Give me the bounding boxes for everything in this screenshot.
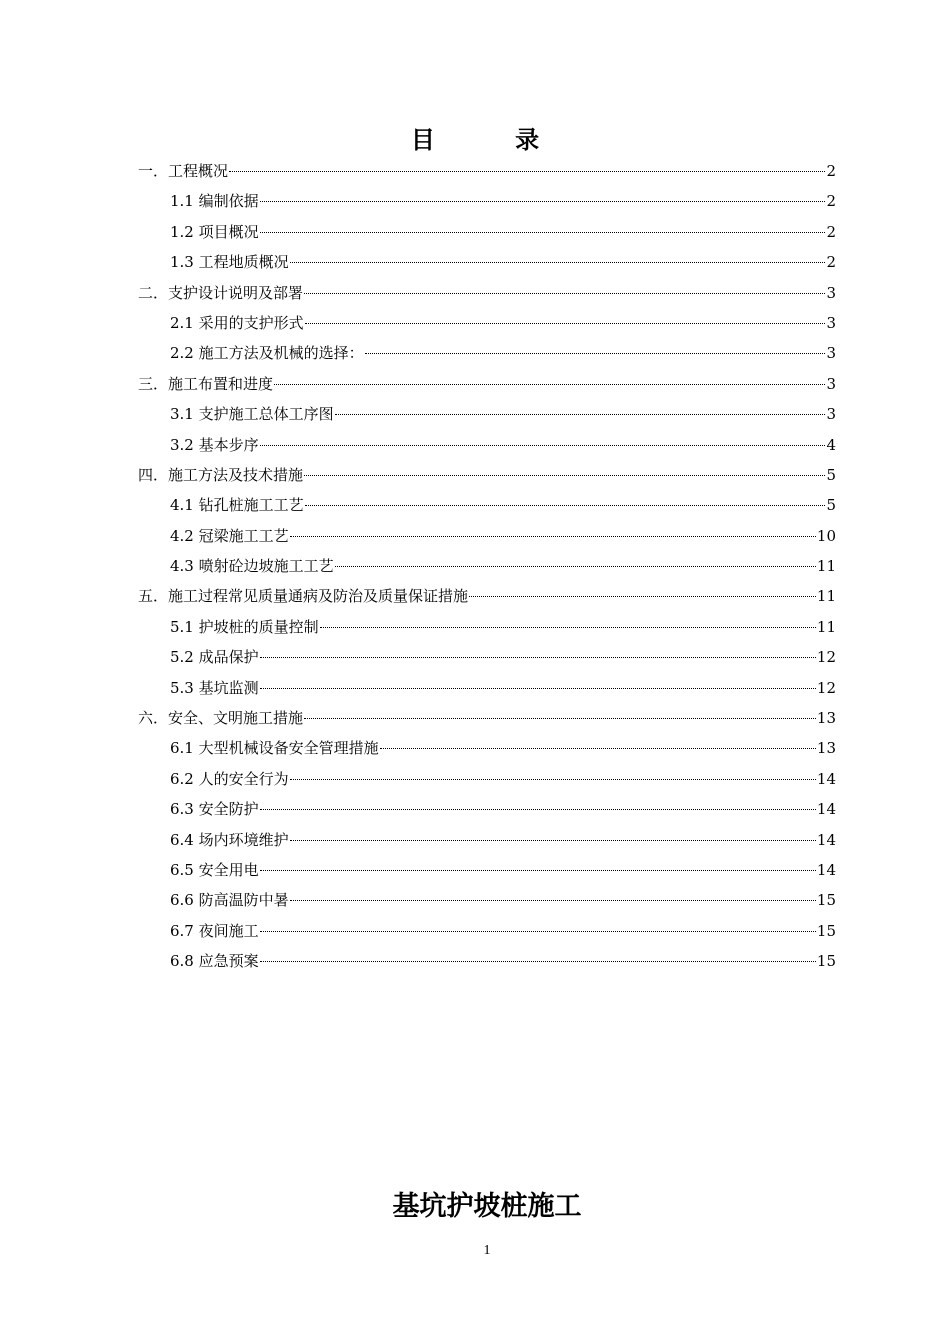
toc-entry[interactable] [138,369,836,399]
toc-entry-label: 6.5 安全用电 [170,860,259,879]
toc-entry-label: 6.1 大型机械设备安全管理措施 [170,739,379,758]
toc-entry-page: 2 [826,192,836,211]
toc-entry-page: 3 [826,374,836,393]
toc-dot-leader [229,171,825,172]
toc-entry-page: 13 [816,709,836,728]
toc-dot-leader [380,748,816,749]
document-heading: 基坑护坡桩施工 [392,1191,582,1222]
toc-dot-leader [304,475,825,476]
toc-entry[interactable] [138,551,836,581]
toc-entry[interactable] [138,521,836,551]
toc-entry-label: 3.2 基本步序 [170,435,259,454]
toc-entry-label: 6.3 安全防护 [170,800,259,819]
toc-entry-page: 15 [816,921,836,940]
toc-entry[interactable] [138,156,836,186]
toc-dot-leader [290,262,826,263]
toc-entry-label: 6.8 应急预案 [170,952,259,971]
toc-entry-label: 1.1 编制依据 [170,192,259,211]
toc-entry-page: 3 [826,405,836,424]
toc-dot-leader [260,688,816,689]
toc-entry-label: 4.3 喷射砼边坡施工工艺 [170,557,334,576]
page-number: 1 [483,1243,491,1258]
toc-dot-leader [260,445,826,446]
toc-dot-leader [469,596,816,597]
toc-entry-label: 1.3 工程地质概况 [170,253,289,272]
toc-entry-label: 三．施工布置和进度 [138,374,274,393]
toc-dot-leader [274,384,825,385]
toc-entry-page: 13 [816,739,836,758]
toc-entry[interactable] [138,186,836,216]
toc-entry[interactable] [138,581,836,611]
toc-entry[interactable] [138,642,836,672]
toc-dot-leader [290,900,816,901]
toc-entry[interactable] [138,430,836,460]
toc-title: 目 录 [410,125,576,154]
toc-entry[interactable] [138,247,836,277]
toc-entry[interactable] [138,308,836,338]
toc-dot-leader [304,718,816,719]
toc-entry-label: 5.3 基坑监测 [170,678,259,697]
toc-entry-label: 5.1 护坡桩的质量控制 [170,617,319,636]
toc-entry-label: 4.1 钻孔桩施工工艺 [170,496,304,515]
toc-entry[interactable] [138,794,836,824]
toc-entry-page: 15 [816,952,836,971]
toc-entry-page: 15 [816,891,836,910]
toc-dot-leader [260,809,816,810]
toc-entry-page: 3 [826,344,836,363]
toc-entry-page: 12 [816,678,836,697]
toc-entry[interactable] [138,946,836,976]
toc-entry[interactable] [138,338,836,368]
toc-dot-leader [304,293,825,294]
toc-dot-leader [320,627,816,628]
toc-dot-leader [365,353,826,354]
toc-dot-leader [290,779,816,780]
toc-entry[interactable] [138,278,836,308]
toc-entry[interactable] [138,490,836,520]
toc-entry-page: 14 [816,860,836,879]
toc-dot-leader [305,505,826,506]
toc-dot-leader [260,657,816,658]
toc-entry-page: 2 [826,253,836,272]
toc-entry[interactable] [138,885,836,915]
toc-entry[interactable] [138,612,836,642]
toc-entry-page: 14 [816,800,836,819]
toc-dot-leader [290,536,816,537]
toc-dot-leader [260,232,826,233]
toc-entry-page: 4 [826,435,836,454]
toc-entry-page: 11 [816,557,836,576]
toc-dot-leader [260,931,816,932]
toc-entry-label: 2.1 采用的支护形式 [170,313,304,332]
toc-entry-page: 5 [826,496,836,515]
toc-entry-label: 四．施工方法及技术措施 [138,465,304,484]
table-of-contents [138,156,836,977]
toc-entry-page: 12 [816,648,836,667]
toc-entry-page: 5 [826,465,836,484]
toc-entry[interactable] [138,825,836,855]
toc-entry[interactable] [138,703,836,733]
toc-entry-label: 6.2 人的安全行为 [170,769,289,788]
toc-entry[interactable] [138,733,836,763]
toc-entry-page: 3 [826,283,836,302]
toc-entry-label: 6.6 防高温防中暑 [170,891,289,910]
toc-entry[interactable] [138,399,836,429]
toc-entry-label: 6.4 场内环境维护 [170,830,289,849]
toc-entry[interactable] [138,217,836,247]
toc-entry-label: 4.2 冠梁施工工艺 [170,526,289,545]
toc-entry-label: 2.2 施工方法及机械的选择： [170,344,364,363]
toc-entry[interactable] [138,460,836,490]
toc-dot-leader [335,414,826,415]
toc-entry-label: 6.7 夜间施工 [170,921,259,940]
toc-entry-label: 1.2 项目概况 [170,222,259,241]
toc-entry-page: 10 [816,526,836,545]
toc-entry[interactable] [138,673,836,703]
toc-entry-label: 一．工程概况 [138,162,229,180]
toc-entry-page: 11 [816,617,836,636]
toc-dot-leader [290,840,816,841]
toc-entry-label: 3.1 支护施工总体工序图 [170,405,334,424]
toc-entry-page: 2 [826,162,836,180]
toc-entry-page: 3 [826,313,836,332]
toc-dot-leader [260,201,826,202]
toc-entry-label: 5.2 成品保护 [170,648,259,667]
toc-entry-label: 二．支护设计说明及部署 [138,283,304,302]
toc-entry[interactable] [138,916,836,946]
toc-entry-page: 11 [816,587,836,606]
toc-dot-leader [260,870,816,871]
toc-entry-page: 14 [816,769,836,788]
toc-entry-page: 14 [816,830,836,849]
toc-entry-label: 六．安全、文明施工措施 [138,709,304,728]
toc-dot-leader [305,323,826,324]
toc-entry-page: 2 [826,222,836,241]
toc-dot-leader [335,566,816,567]
toc-entry[interactable] [138,855,836,885]
toc-entry[interactable] [138,764,836,794]
toc-dot-leader [260,961,816,962]
toc-entry-label: 五．施工过程常见质量通病及防治及质量保证措施 [138,587,469,606]
